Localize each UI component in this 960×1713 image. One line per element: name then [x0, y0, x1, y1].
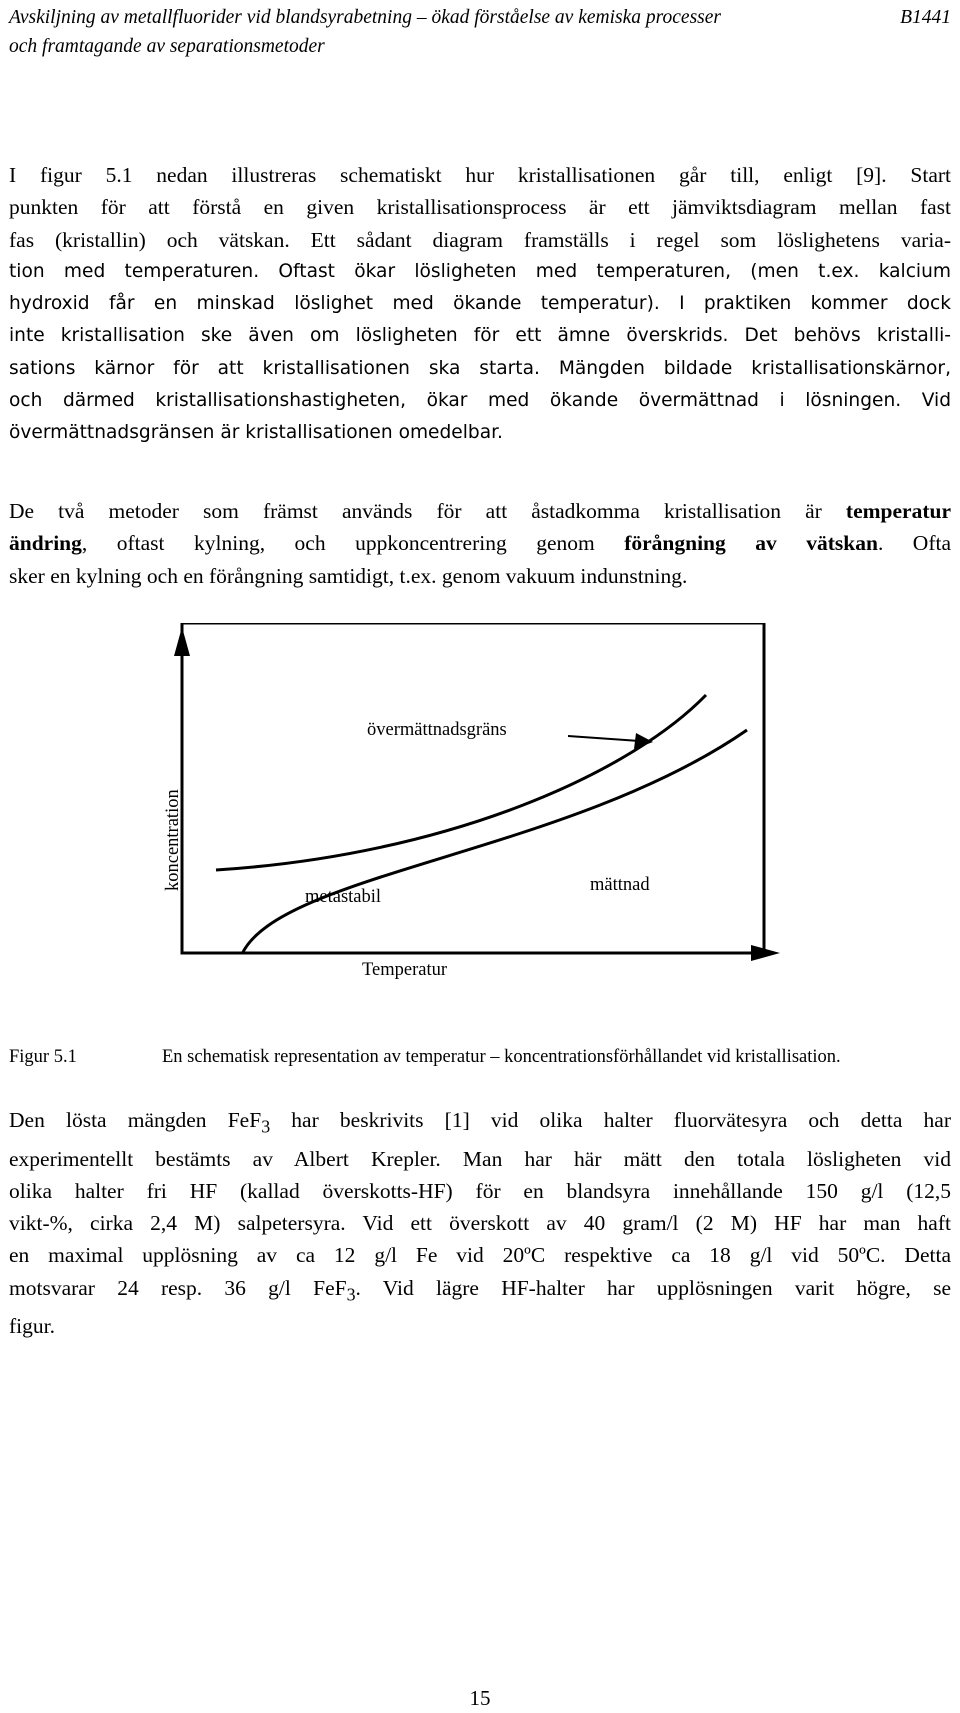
text-line [9, 1104, 951, 1143]
text-run: De två metoder som främst används för att åstadkomma kristallisation är [9, 499, 846, 523]
text-line: hydroxid får en minskad löslighet med ökande temperatur). I praktiken kommer dock [9, 293, 951, 315]
header-title-line2: och framtagande av separationsmetoder [9, 36, 325, 57]
y-axis-arrow [174, 627, 190, 656]
text-run: . Vid lägre HF-halter har upplösningen varit högre, se [355, 1275, 951, 1300]
bold-term: temperatur [845, 499, 951, 523]
text-line: inte kristallisation ske även om lösligheten för ett ämne överskrids. Det behövs kristalli- [9, 325, 951, 347]
text-line: sations kärnor för att kristallisationen ska starta. Mängden bildade kristallisationskärnor, [9, 357, 951, 379]
paragraph-methods [9, 495, 951, 592]
label-x-axis: Temperatur [362, 960, 447, 980]
paragraph-fef3-solubility [9, 1104, 951, 1343]
text-line: sker en kylning och en förångning samtidigt, t.ex. genom vakuum indunstning. [9, 563, 688, 588]
text-line [9, 527, 951, 559]
page-header [9, 3, 951, 61]
text-run: motsvarar 24 resp. 36 g/l FeF [9, 1275, 347, 1300]
text-line: vikt-%, cirka 2,4 M) salpetersyra. Vid ett överskott av 40 gram/l (2 M) HF har man haft [9, 1211, 951, 1236]
text-line: figur. [9, 1314, 55, 1339]
text-line: experimentellt bestämts av Albert Krepler. Man har här mätt den totala lösligheten vid [9, 1146, 951, 1171]
label-supersaturation: övermättnadsgräns [367, 720, 507, 740]
text-run: . Ofta [877, 531, 951, 556]
subscript: 3 [261, 1116, 271, 1137]
text-line [9, 495, 951, 527]
paragraph-crystallization-intro [9, 159, 951, 450]
bold-term: ändring [9, 531, 82, 556]
text-run: har beskrivits [1] vid olika halter fluorvätesyra och detta har [270, 1108, 951, 1132]
crystallization-diagram [150, 623, 810, 1009]
arrow-line-supersaturation [568, 736, 639, 741]
subscript: 3 [346, 1284, 356, 1305]
text-line: olika halter fri HF (kallad överskotts-HF) för en blandsyra innehållande 150 g/l (12,5 [9, 1178, 951, 1203]
saturation-curve [242, 730, 747, 954]
text-line: punkten för att förstå en given kristallisationsprocess är ett jämviktsdiagram mellan fast [9, 195, 951, 220]
bold-term: förångning av vätskan [624, 531, 878, 556]
report-code: B1441 [900, 7, 951, 28]
text-run: , oftast kylning, och uppkoncentrering genom [81, 531, 625, 556]
label-metastable: metastabil [305, 887, 382, 907]
text-run: Den lösta mängden FeF [9, 1108, 262, 1132]
text-line: en maximal upplösning av ca 12 g/l Fe vid 20ºC respektive ca 18 g/l vid 50ºC. Detta [9, 1243, 951, 1268]
diagram-svg [150, 623, 810, 1009]
caption-text: En schematisk representation av temperatur – koncentrationsförhållandet vid kristallisation. [162, 1047, 841, 1067]
text-line: och därmed kristallisationshastigheten, ökar med ökande övermättnad i lösningen. Vid [9, 390, 951, 412]
diagram-frame [182, 623, 764, 953]
text-line: övermättnadsgränsen är kristallisationen omedelbar. [9, 422, 503, 444]
header-title-line1: Avskiljning av metallfluorider vid blandsyrabetning – ökad förståelse av kemiska processer [9, 7, 721, 28]
page-number: 15 [469, 1686, 491, 1710]
label-saturation: mättnad [590, 875, 650, 895]
caption-number: Figur 5.1 [9, 1047, 77, 1067]
text-line: tion med temperaturen. Oftast ökar lösligheten med temperaturen, (men t.ex. kalcium [9, 260, 951, 282]
text-line: fas (kristallin) och vätskan. Ett sådant diagram framställs i regel som löslighetens varia- [9, 227, 951, 252]
text-line: I figur 5.1 nedan illustreras schematiskt hur kristallisationen går till, enligt [9]. Start [9, 163, 951, 187]
text-line [9, 1272, 951, 1311]
label-y-axis: koncentration [163, 789, 183, 891]
